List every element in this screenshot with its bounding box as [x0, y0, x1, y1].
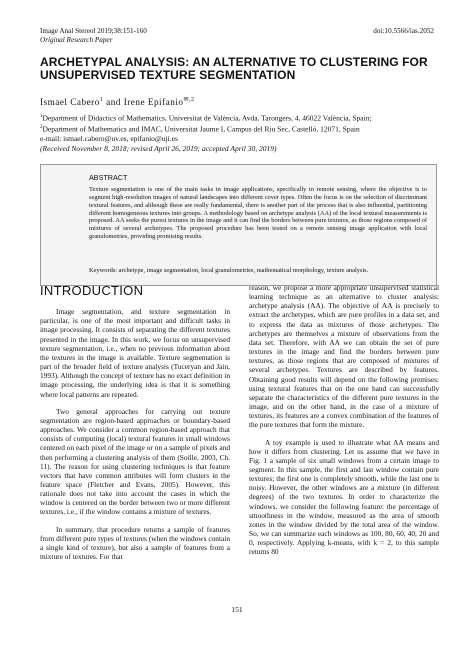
doi: doi:10.5566/ias.2052 [373, 27, 434, 35]
article-type: Original Research Paper [40, 36, 113, 44]
abstract-heading: ABSTRACT [89, 173, 128, 182]
author-2: Irene Epifanio [123, 97, 184, 108]
author-and: and [106, 97, 121, 108]
author-1-affil: 1 [99, 97, 104, 103]
right-column [249, 283, 439, 557]
paragraph: A toy example is used to illustrate what AA means and how it differs from clustering. Let us assume that we have in Fig. 1 a sample of six small windows from a certain image to segment. In this sample, the first and last window contain pure textures; the first one is completely smooth, while the last one is noisy. However, the other windows are a mixture (in different degrees) of the two textures. In order to characterize the windows, we consider the following feature: the percentage of smoothness in the window, measured as the area of smooth zones in the window divided by the total area of the window. So, we can summarize each windows as 100, 80, 60, 40, 20 and 0, respectively. Applying k-means, with k = 2, to this sample returns 80 [249, 437, 439, 557]
journal-info [40, 27, 147, 45]
paragraph: reason, we propose a more appropriate unsupervised statistical learning technique as an alternative to cluster analysis: archetype analysis (AA). The objective of AA is precisely to extract the archetypes, which are pure profiles in a data set, and to express the data as mixtures of those archetypes. The archetypes are themselves a mixture of observations from the data set. Therefore, with AA we can obtain the set of pure textures in the image and find the borders between pure textures, as those regions that are composed of mixtures of several archetypes. Textures are described by features. Obtaining good results will depend on the following premises: using textural features that on the one hand can successfully separate the characteristics of the different pure textures in the image, and on the other hand, in the case of a mixture of textures, its features are a convex combination of the features of the pure textures that form the mixture. [249, 283, 439, 430]
affiliations [40, 112, 440, 153]
affiliation-1 [40, 112, 440, 123]
paragraph: Image segmentation, and texture segmentation in particular, is one of the most important and difficult tasks in image processing. It consists of separating the different textures presented in the image. In this work, we focus on unsupervised texture segmentation, i.e., when no previous information about the textures in the image is available. Texture segmentation is part of the broader field of texture analysis (Tuceryan and Jain, 1993). Although the concept of texture has no exact definition in image processing, the underlying idea is that it is something where local patterns are repeated. [40, 307, 230, 399]
left-column [40, 283, 230, 561]
affiliation-2-mark: 2 [40, 125, 43, 131]
section-heading-introduction: INTRODUCTION [40, 283, 144, 298]
affiliation-2-text: Department of Mathematics and IMAC, Universitat Jaume I, Campus del Riu Sec, Castelló, 12071, Spain [42, 124, 360, 134]
email: e-mail: ismael.cabero@uv.es, epifanio@uji.es [40, 134, 178, 144]
affiliation-2 [40, 123, 440, 134]
received-dates: (Received November 8, 2018; revised April 26, 2019; accepted April 30, 2019) [40, 143, 277, 153]
page-number: 151 [231, 605, 243, 614]
author-2-affil: ✉,2 [183, 97, 195, 103]
affiliation-1-mark: 1 [40, 114, 43, 119]
author-1: Ismael Cabero [40, 97, 100, 108]
keywords: Keywords: archetype, image segmentation, local granulometries, mathematical morphology, texture analysis. [89, 267, 369, 274]
paper-title: ARCHETYPAL ANALYSIS: AN ALTERNATIVE TO CLUSTERING FOR UNSUPERVISED TEXTURE SEGMENTATION [40, 55, 428, 82]
author-line [40, 96, 195, 107]
paragraph: Two general approaches for carrying out texture segmentation are region-based approaches or boundary-based approaches. We consider a common region-based approach that consists of computing (local) textural features in small windows centered on each pixel of the image or on a sample of pixels and then performing a clustering analysis of them (Soille, 2003, Ch. 11). The reason for using clustering techniques is that feature vectors that have common attributes will form clusters in the feature space (Fletcher and Evans, 2005). However, this rationale does not take into account the cases in which the window is centered on the border between two or more different textures, i.e., if the window contains a mixture of textures. [40, 406, 230, 517]
abstract-box [40, 164, 437, 286]
journal-citation: Image Anal Stereol 2019;38:151-160 [40, 27, 147, 35]
abstract-text: Texture segmentation is one of the main tasks in image applications, specifically in remote sensing, where the objective is to segment high-resolution images of natural landscapes into different cover types. Often the focus is on the selection of discriminant textural features, and although these are really fundamental, there is another part of the process that is also influential, partitioning different homogeneous textures into groups. A methodology based on archetype analysis (AA) of the local textural measurements is proposed. AA seeks the purest textures in the image and it can find the borders between pure textures, as those regions composed of mixtures of several archetypes. The proposed procedure has been tested on a remote sensing image application with local granulometries, providing promising results. [89, 186, 427, 241]
paragraph: In summary, that procedure returns a sample of features from different pure types of textures (when the windows contain a single kind of texture), but also a sample of features from a mixture of textures. For that [40, 524, 230, 562]
affiliation-1-text: Department of Didactics of Mathematics, Universitat de València, Avda. Tarongers, 4, 46022 València, Spain; [42, 113, 372, 123]
